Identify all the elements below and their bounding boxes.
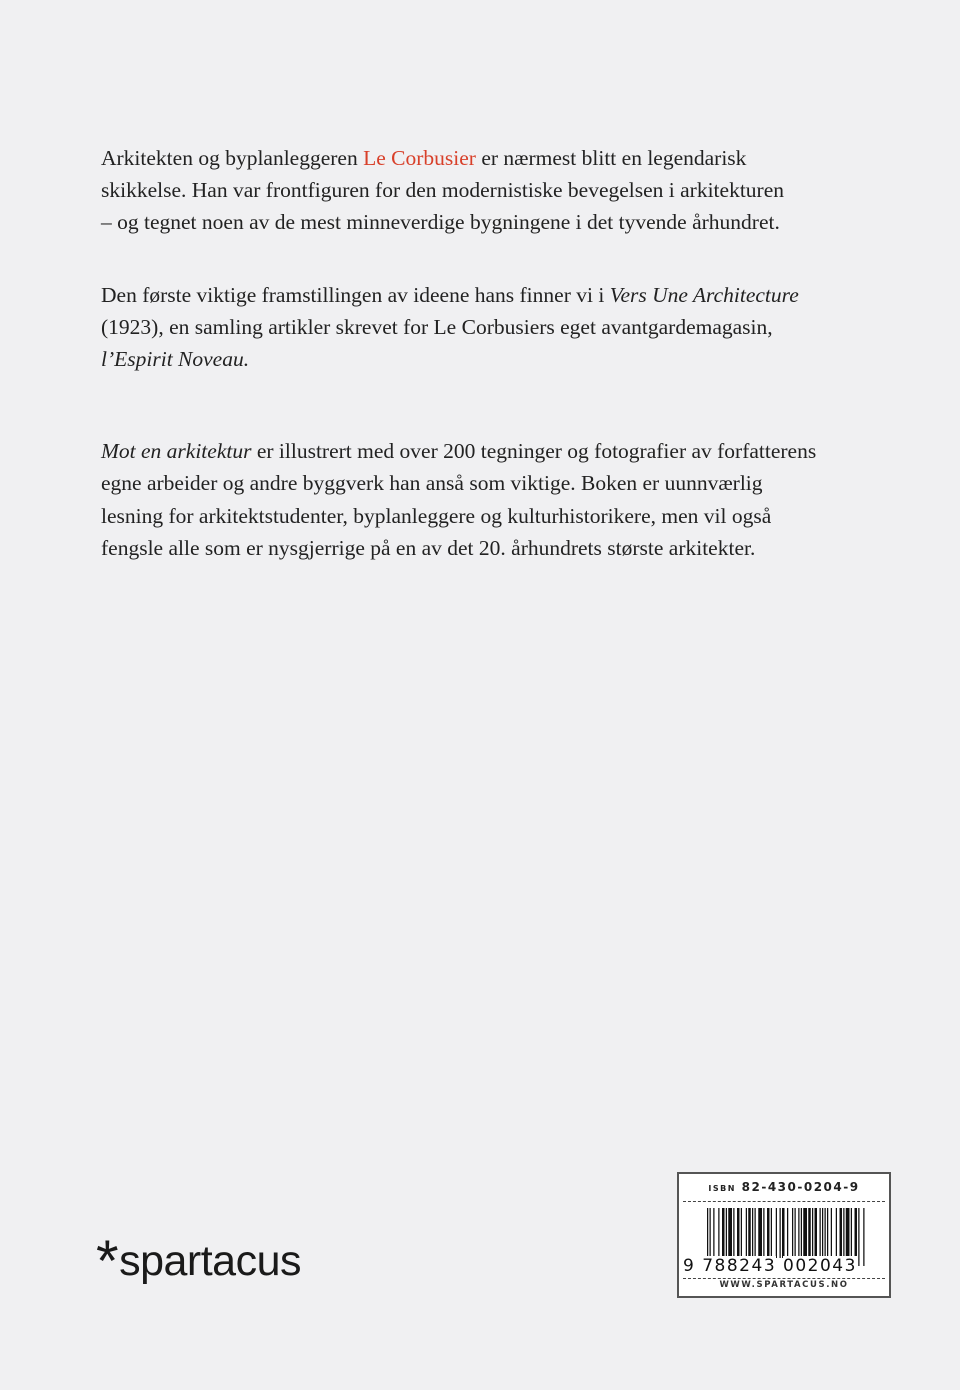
publisher-url: WWW.SPARTACUS.NO (719, 1280, 849, 1290)
barcode-bar (726, 1208, 727, 1258)
barcode-bar (843, 1208, 844, 1258)
barcode-bar (798, 1208, 799, 1258)
text-line: fengsle alle som er nysgjerrige på en av det 20. århundrets største arkitekter. (101, 536, 756, 560)
barcode-bar (846, 1208, 850, 1258)
ean-left: 788243 (702, 1256, 777, 1276)
barcode-bar (782, 1208, 785, 1258)
divider (683, 1201, 885, 1202)
text-line: skikkelse. Han var frontfiguren for den modernistiske bevegelsen i arkitekturen (101, 178, 785, 202)
barcode-bar (752, 1208, 753, 1258)
barcode-bar (840, 1208, 843, 1258)
ean-digit: 9 (683, 1256, 696, 1276)
barcode-bar (763, 1208, 764, 1258)
barcode-bar (722, 1208, 725, 1258)
magazine-title: l’Espirit Noveau. (101, 347, 250, 371)
text: er nærmest blitt en legendarisk (475, 146, 747, 170)
isbn-number (679, 1180, 889, 1194)
barcode-bar (771, 1208, 772, 1258)
barcode-bar (755, 1208, 756, 1258)
barcode-bar (803, 1208, 807, 1258)
barcode-bar (713, 1208, 714, 1258)
barcode-bar (836, 1208, 837, 1258)
barcode-bar (825, 1208, 826, 1258)
divider (683, 1278, 885, 1279)
barcode-bar (733, 1208, 734, 1258)
book-title: Mot en arkitektur (101, 439, 252, 463)
barcode-bar (863, 1208, 864, 1266)
barcode-bar (767, 1208, 770, 1258)
ean-right: 002043 (783, 1256, 857, 1276)
barcode-bar (776, 1208, 777, 1258)
publisher-logo (96, 1222, 302, 1294)
barcode-bar (780, 1208, 781, 1258)
barcode-bar (728, 1208, 732, 1258)
text: Arkitekten og byplanleggeren (101, 146, 364, 170)
book-title: Vers Une Architecture (609, 283, 799, 307)
text: er illustrert med over 200 tegninger og fotografier av forfatterens (251, 439, 817, 463)
asterisk-icon: * (96, 1229, 119, 1294)
text-line: lesning for arkitektstudenter, byplanleggere og kulturhistorikere, men vil også (101, 504, 772, 528)
text-line: egne arbeider og andre byggverk han anså som viktige. Boken er uunnværlig (101, 471, 763, 495)
isbn-label: ISBN (708, 1184, 736, 1193)
barcode-bar (851, 1208, 852, 1258)
barcode-bar (822, 1208, 823, 1258)
barcode-bar (741, 1208, 742, 1258)
text-line (101, 438, 816, 464)
barcode-bar (718, 1208, 719, 1258)
publisher-name: spartacus (119, 1237, 302, 1285)
text-line (101, 282, 799, 308)
barcode-bar (827, 1208, 828, 1258)
barcode-bar (855, 1208, 858, 1258)
text-line: – og tegnet noen av de mest minneverdige bygningene i det tyvende århundret. (101, 210, 780, 234)
barcode-bar (858, 1208, 859, 1266)
barcode-bar (820, 1208, 821, 1258)
isbn-barcode-box (677, 1172, 891, 1298)
barcode-bar (831, 1208, 832, 1258)
barcode-bar (795, 1208, 796, 1258)
isbn-value: 82-430-0204-9 (741, 1180, 860, 1194)
barcode-bar (792, 1208, 793, 1258)
barcode-bar (737, 1208, 740, 1258)
barcode-bar (746, 1208, 747, 1258)
text-line (101, 145, 746, 171)
barcode-bar (748, 1208, 751, 1258)
ean-number (683, 1256, 857, 1276)
barcode-bar (801, 1208, 802, 1258)
text-line: (1923), en samling artikler skrevet for Le Corbusiers eget avantgardemagasin, (101, 315, 773, 339)
highlighted-name: Le Corbusier (363, 146, 476, 170)
barcode-bar (808, 1208, 811, 1258)
text: Den første viktige framstillingen av ideene hans finner vi i (101, 283, 610, 307)
barcode-bar (758, 1208, 762, 1258)
barcode-bar (787, 1208, 788, 1258)
